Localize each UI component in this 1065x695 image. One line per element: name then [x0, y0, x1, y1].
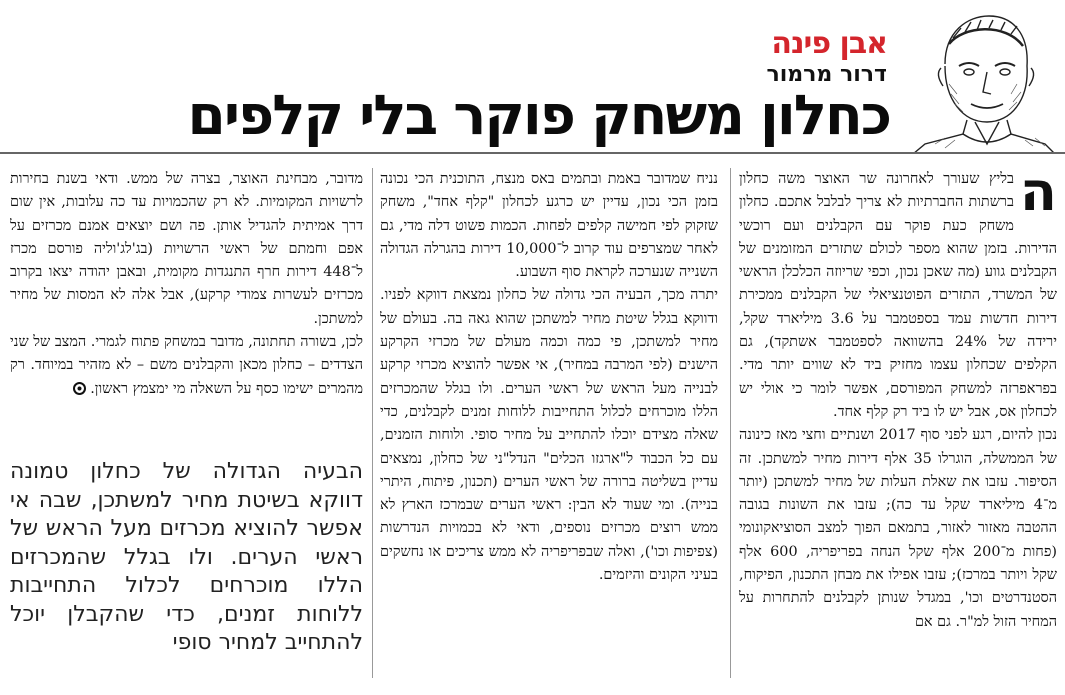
pull-quote: [10, 458, 363, 658]
author-portrait-illustration: [905, 4, 1057, 154]
article-column-2: [380, 168, 718, 688]
paragraph: מדובר, מבחינת האוצר, בצרה של ממש. ודאי בשנת בחירות לרשויות המקומיות. לא רק שהכמויות עד כה עלובות, אין שום דרך אמיתית להגדיל אותן. פה ושם יוצאים אמנם מכרזים על אפם וחמתם של ראשי הרשויות (בג'לג'וליה פורסם מכרז ל־448 דירות חרף התנגדות מקומית, ובאבן יהודה יצאו בקרוב מכרזים לעשרות צמודי קרקע), אבל אלה לא המסות של מחיר למשתכן.: [10, 171, 363, 327]
article-column-1: [739, 168, 1057, 688]
header-rule: [0, 152, 1065, 154]
column-kicker: אבן פינה: [771, 26, 887, 61]
article-column-3: [10, 168, 363, 453]
paragraph: נכון להיום, רגע לפני סוף 2017 ושנתיים וחצי מאז כינונה של הממשלה, הוגרלו 35 אלף דירות מחיר למשתכן. זה הסיפור. עזבו את שאלת העלות של מחיר למשתכן (יותר מ־4 מיליארד שקל עד כה); עזבו את השונות בגובה ההטבה מאזור לאזור, בתמאם הפוך למצב הסוציאקונומי (פחות מ־200 אלף שקל הנחה בפריפריה, 600 אלף שקל ויותר במרכז); עזבו אפילו את מבחן התכנון, הפיקוח, הסטנדרטים וכו', במגדל שנותן לקבלנים להתחרות על המחיר הזול למ"ר. גם אם: [739, 427, 1057, 630]
end-of-article-icon: [73, 382, 86, 395]
author-byline: דרור מרמור: [766, 62, 887, 87]
paragraph: בליץ שעורך לאחרונה שר האוצר משה כחלון ברשתות החברתיות לא צריך לבלבל אתכם. כחלון משחק כעת פוקר עם הקבלנים ועם רוכשי הדירות. בזמן שהוא מספר לכולם שתזרים המזומנים של הקבלנים גווע (מה שאכן נכון, וכפי שריוזה הכלכלן הראשי של המשרד, התזרים הפוטנציאלי של הקבלנים ממכירת דירות חדשות עמד בספטמבר על 3.6 מיליארד שקל, ירידה של 24% בהשוואה לספטמבר אשתקד), גם הקלפים שכחלון עצמו מחזיק ביד לא שווים יותר מדי. בפראפרזה למשחק המפורסם, אפשר לומר כי אולי יש לכחלון אס, אבל יש לו ביד רק קלף אחד.: [739, 171, 1057, 420]
column-divider: [372, 168, 373, 678]
article-header: [0, 0, 1065, 160]
paragraph: נניח שמדובר באמת ובתמים באס מנצח, התוכנית הכי נכונה בזמן הכי נכון, עדיין יש כרגע לכחלון "קלף אחד", משחק שזקוק לפי חמישה קלפים לפחות. הכמות פשוט דלה מדי, גם לאחר שמצרפים עוד קרוב ל־10,000 דירות בהגרלה הגדולה השנייה שנערכה לקראת סוף השבוע.: [380, 171, 718, 281]
pull-quote-text: הבעיה הגדולה של כחלון טמונה דווקא בשיטת מחיר למשתכן, שבה אי אפשר להוציא מכרזים מעל הראש של ראשי הערים. ולו בגלל שהמכרזים הללו מוכרחים לכלול התחייבות ללוחות זמנים, כדי שהקבלן יוכל להתחייב למחיר סופי: [10, 459, 363, 655]
paragraph: [10, 331, 363, 401]
paragraph: יתרה מכך, הבעיה הכי גדולה של כחלון נמצאת דווקא לפניו. ודווקא בגלל שיטת מחיר למשתכן שהוא גאה בה. בעולם של מחיר למשתכן, פי כמה וכמה מעולם של מכרזי הקרקע הישנים (לפי המרבה במחיר), אי אפשר להוציא מכרזי קרקע לבנייה מעל הראש של ראשי הערים. ולו בגלל שהמכרזים הללו מוכרחים לכלול התחייבות ללוחות זמנים לקבלנים, כדי שאלה מצידם יוכלו להתחייב על מחיר סופי. ולוחות הזמנים, עם כל הכבוד ל"ארגזו הכלים" הנדל"ני של כחלון, נמצאים עדיין בשליטה ברורה של ראשי הערים (תכנון, פיתוח, היתרי בנייה). ומי שעוד לא הבין: ראשי הערים שבמרכז הארץ לא ממש רוצים מכרזים נוספים, ודאי לא בכמויות הנדרשות (צפיפות וכו'), ואלה שבפריפריה לא ממש צריכים או נחשקים בעיני הקונים והיזמים.: [380, 287, 718, 584]
closing-paragraph: לכן, בשורה תחתונה, מדובר במשחק פתוח לגמרי. המצב של שני הצדדים – כחלון מכאן והקבלנים משם – לא מזהיר במיוחד. רק מהמרים ישימו כסף על השאלה מי ימצמץ ראשון.: [10, 334, 363, 397]
article-headline: כחלון משחק פוקר בלי קלפים: [187, 83, 890, 147]
column-divider: [730, 168, 731, 678]
drop-cap: ה: [1019, 168, 1057, 223]
